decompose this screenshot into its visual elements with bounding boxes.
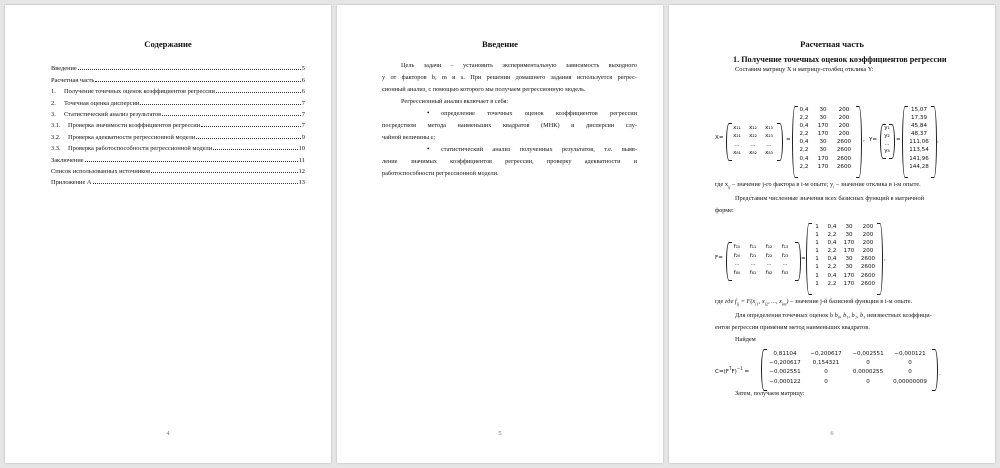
vector-cell: y₁ bbox=[884, 125, 890, 131]
matrix-cell: −0,200617 bbox=[769, 360, 801, 367]
vector-cell: 45,84 bbox=[910, 123, 927, 130]
toc-entry[interactable] bbox=[51, 152, 305, 163]
bracket bbox=[777, 123, 783, 161]
paragraph-line: форме: bbox=[715, 207, 734, 214]
matrix-cell: 0,4 bbox=[799, 123, 809, 130]
toc-dot-leader bbox=[85, 161, 298, 162]
toc-entry-number: 3. bbox=[51, 110, 56, 118]
matrix-cell: f₁₁ bbox=[749, 244, 757, 250]
matrix-cell: 30 bbox=[845, 232, 853, 239]
list-item-line: определение точечных оценок коэффициентов регрессии bbox=[441, 110, 637, 117]
matrix-cell: x₂₂ bbox=[749, 133, 757, 140]
matrix-cell: x₂₃ bbox=[765, 133, 773, 140]
matrix-cell: 1 bbox=[815, 264, 819, 271]
toc-entry[interactable] bbox=[51, 175, 305, 186]
toc-entry-number: 2. bbox=[51, 99, 56, 107]
toc-entry-page: 10 bbox=[298, 145, 305, 153]
matrix-cell: 170 bbox=[843, 272, 855, 279]
toc-entry-page: 12 bbox=[298, 167, 305, 175]
matrix-cell: 0,4 bbox=[827, 272, 837, 279]
toc-entry[interactable] bbox=[51, 118, 305, 129]
paragraph-line: Представим численные значения всех базисных функций в матричной bbox=[735, 195, 925, 202]
matrix-cell: f₂₃ bbox=[781, 252, 789, 259]
matrix-column bbox=[777, 243, 793, 277]
matrix-cell: x₂₁ bbox=[733, 133, 741, 140]
matrix-cell: 0 bbox=[866, 360, 870, 367]
matrix-cell: 200 bbox=[862, 248, 874, 255]
page-calculation bbox=[669, 5, 995, 463]
toc-entry-title: Проверка адекватности регрессионной модели bbox=[68, 133, 196, 141]
toc-entry-page: 5 bbox=[301, 65, 305, 73]
page-introduction bbox=[337, 5, 663, 463]
toc-entry[interactable] bbox=[51, 95, 305, 106]
matrix-cell: 1 bbox=[815, 224, 819, 230]
page-number: 5 bbox=[498, 430, 502, 437]
toc-entry-page: 7 bbox=[301, 99, 305, 107]
matrix-cell: 2600 bbox=[836, 155, 852, 162]
matrix-column bbox=[833, 106, 855, 171]
matrix-cell: −0,000122 bbox=[769, 378, 801, 385]
matrix-cell: 0 bbox=[908, 369, 912, 376]
matrix-cell: 2600 bbox=[860, 264, 876, 271]
matrix-cell: 1 bbox=[815, 248, 819, 255]
toc-entry-page: 7 bbox=[301, 122, 305, 130]
matrix-cell: 170 bbox=[817, 123, 829, 130]
matrix-cell: f₈₁ bbox=[749, 269, 757, 276]
matrix-cell: 0,4 bbox=[827, 256, 837, 263]
matrix-cell: 0,4 bbox=[799, 155, 809, 162]
matrix-column bbox=[745, 124, 761, 158]
matrix-cell: 2600 bbox=[860, 272, 876, 279]
paragraph-line: Найдем bbox=[735, 336, 756, 343]
matrix-cell: 1 bbox=[815, 256, 819, 263]
toc-dot-leader bbox=[201, 126, 301, 127]
matrix-cell: f₂₀ bbox=[733, 252, 741, 259]
matrix-cell: x₈₁ bbox=[733, 150, 741, 157]
matrix-column bbox=[729, 124, 745, 158]
matrix-cell: ... bbox=[750, 261, 756, 268]
matrix-cell: 30 bbox=[845, 264, 853, 271]
matrix-cell: 200 bbox=[862, 232, 874, 239]
toc-entry[interactable] bbox=[51, 61, 305, 72]
matrix-cell: 1 bbox=[815, 240, 819, 247]
toc-entry[interactable] bbox=[51, 107, 305, 118]
matrix-cell: −0,200617 bbox=[810, 351, 842, 357]
matrix-cell: 30 bbox=[845, 256, 853, 263]
page-table-of-contents bbox=[5, 5, 331, 463]
matrix-cell: 200 bbox=[862, 240, 874, 247]
matrix-cell: ... bbox=[782, 261, 788, 268]
matrix-cell: f₈₂ bbox=[765, 269, 773, 276]
matrix-column bbox=[858, 223, 878, 288]
matrix-cell: f₁₂ bbox=[765, 244, 773, 250]
matrix-cell: 2600 bbox=[836, 147, 852, 154]
matrix-cell: 2,2 bbox=[827, 280, 837, 287]
matrix-column bbox=[824, 223, 840, 288]
toc-entry-number: 3.1. bbox=[51, 122, 61, 130]
toc-dot-leader bbox=[93, 183, 298, 184]
paragraph-line: Для определения точечных оценок b b₀, b₁, b₂, b₃ неизвестных коэффици- bbox=[735, 312, 932, 319]
matrix-cell: 0 bbox=[908, 360, 912, 367]
matrix-cell: 2,2 bbox=[827, 232, 837, 239]
matrix-column bbox=[745, 243, 761, 277]
toc-entry-page: 6 bbox=[301, 88, 305, 96]
toc-entry-title: Проверка значимости коэффициентов регрессии bbox=[68, 122, 201, 130]
list-item-line: посредством метода наименьших квадратов (МНК) и дисперсии слу- bbox=[382, 122, 637, 129]
matrix-cell: 0,4 bbox=[827, 240, 837, 247]
matrix-cell: 2,2 bbox=[799, 115, 809, 122]
paragraph-line: Составим матрицу X и матрицу-столбец отклика Y: bbox=[735, 66, 874, 73]
toc-dot-leader bbox=[151, 172, 297, 173]
matrix-cell: f₂₁ bbox=[749, 252, 757, 259]
vector-cell: 48,37 bbox=[910, 131, 927, 138]
toc-entry[interactable] bbox=[51, 164, 305, 175]
matrix-cell: 0,154321 bbox=[812, 360, 840, 367]
matrix-cell: 0,4 bbox=[799, 139, 809, 146]
matrix-column bbox=[813, 106, 833, 171]
matrix-cell: 2600 bbox=[836, 163, 852, 170]
matrix-cell: f₁₀ bbox=[733, 244, 741, 250]
period: . bbox=[939, 371, 941, 377]
vector-cell: 113,54 bbox=[909, 147, 929, 154]
bracket bbox=[889, 124, 895, 159]
toc-dot-leader bbox=[95, 81, 300, 82]
toc-dot-leader bbox=[213, 149, 297, 150]
matrix-cell: 170 bbox=[817, 131, 829, 138]
matrix-cell: 170 bbox=[817, 163, 829, 170]
vector-cell: y₂ bbox=[884, 132, 890, 139]
toc-entry-title: Список использованных источников bbox=[51, 167, 151, 175]
toc-entry-page: 6 bbox=[301, 76, 305, 84]
paragraph-line: ентов регрессии применим метод наименьших квадратов. bbox=[715, 324, 870, 331]
matrix-cell: 2,2 bbox=[827, 248, 837, 255]
list-item-line: чайной величины ε; bbox=[382, 134, 436, 141]
vector-cell: 141,96 bbox=[909, 155, 929, 162]
toc-entry-title: Проверка работоспособности регрессионной модели bbox=[68, 145, 213, 153]
matrix-cell: 1 bbox=[815, 232, 819, 239]
matrix-cell: 170 bbox=[843, 248, 855, 255]
matrix-column bbox=[805, 350, 847, 387]
matrix-column bbox=[795, 106, 813, 171]
matrix-cell: 200 bbox=[838, 107, 850, 113]
list-item-line: работоспособности регрессионной модели. bbox=[382, 170, 499, 177]
toc-entry-page: 7 bbox=[301, 110, 305, 118]
matrix-cell: f₈₃ bbox=[781, 269, 789, 276]
comma: , bbox=[884, 256, 886, 262]
toc-dot-leader bbox=[196, 138, 301, 139]
toc-entry-number: 1. bbox=[51, 88, 56, 96]
toc-dot-leader bbox=[162, 115, 301, 116]
table-of-contents bbox=[51, 61, 305, 186]
paragraph-line: сионный анализ, с помощью которого мы получаем регрессионную модель. bbox=[382, 86, 586, 93]
vector-column bbox=[906, 106, 932, 171]
matrix-cell: 30 bbox=[819, 115, 827, 122]
matrix-cell: −0,000121 bbox=[894, 351, 926, 357]
matrix-cell: 2600 bbox=[860, 256, 876, 263]
page-title: Содержание bbox=[144, 39, 192, 49]
matrix-cell: 170 bbox=[843, 280, 855, 287]
paragraph-line: где $x_{ij}$ – значение j-го фактора в i-м опыте; $y_i$ – значение отклика в i-м опыте. bbox=[715, 181, 921, 190]
toc-dot-leader bbox=[78, 69, 301, 70]
matrix-cell: 30 bbox=[819, 107, 827, 113]
toc-entry-title: Расчетная часть bbox=[51, 76, 95, 84]
c-label: $C=(F^TF)^{-1}$ = bbox=[715, 366, 750, 375]
toc-entry-page: 11 bbox=[298, 156, 305, 164]
matrix-cell: 2,2 bbox=[799, 131, 809, 138]
matrix-cell: 30 bbox=[845, 224, 853, 230]
vector-cell: y₈ bbox=[884, 148, 890, 155]
matrix-cell: x₁₃ bbox=[765, 125, 773, 131]
matrix-column bbox=[761, 124, 777, 158]
matrix-column bbox=[761, 243, 777, 277]
toc-entry-title: Точечная оценка дисперсии bbox=[64, 99, 140, 107]
matrix-cell: 2,2 bbox=[799, 163, 809, 170]
matrix-cell: x₈₂ bbox=[749, 150, 757, 157]
comma: , bbox=[937, 138, 939, 144]
vector-cell: ... bbox=[884, 140, 890, 147]
toc-entry-page: 9 bbox=[301, 133, 305, 141]
equals-sign: = bbox=[786, 137, 791, 143]
vector-cell: 111,06 bbox=[909, 139, 929, 146]
paragraph-line: y от факторов b, m и s. При решении домашнего задания используется регрес- bbox=[382, 74, 637, 81]
matrix-cell: 0 bbox=[824, 378, 828, 385]
vector-cell: 17,39 bbox=[910, 115, 927, 122]
matrix-cell: 0,0000255 bbox=[852, 369, 884, 376]
toc-entry[interactable] bbox=[51, 72, 305, 83]
matrix-cell: 1 bbox=[815, 272, 819, 279]
list-item-line: ление значимых коэффициентов регрессии, проверку адекватности и bbox=[382, 158, 637, 165]
matrix-cell: 30 bbox=[819, 139, 827, 146]
matrix-cell: ... bbox=[734, 261, 740, 268]
toc-entry-page: 13 bbox=[298, 179, 305, 187]
matrix-cell: f₈₀ bbox=[733, 269, 741, 276]
page-number: 4 bbox=[166, 430, 170, 437]
section-heading: 1. Получение точечных оценок коэффициентов регрессии bbox=[733, 55, 947, 64]
bullet-icon: • bbox=[427, 145, 430, 153]
toc-entry-title: Приложение А bbox=[51, 179, 92, 187]
equals-sign: = bbox=[896, 137, 901, 143]
matrix-column bbox=[729, 243, 745, 277]
matrix-cell: 30 bbox=[819, 147, 827, 154]
matrix-cell: f₁₃ bbox=[781, 244, 789, 250]
paragraph-line: Затем, получаем матрицу: bbox=[735, 390, 805, 397]
matrix-column bbox=[810, 223, 824, 288]
matrix-cell: 170 bbox=[843, 240, 855, 247]
vector-cell: 15,07 bbox=[910, 107, 927, 113]
bracket bbox=[856, 106, 862, 178]
toc-entry[interactable] bbox=[51, 84, 305, 95]
toc-dot-leader bbox=[216, 92, 301, 93]
matrix-column bbox=[765, 350, 805, 387]
matrix-cell: x₁₂ bbox=[749, 125, 757, 131]
matrix-cell: 2600 bbox=[860, 280, 876, 287]
matrix-column bbox=[847, 350, 889, 387]
matrix-cell: 1 bbox=[815, 280, 819, 287]
matrix-cell: −0,002551 bbox=[852, 351, 884, 357]
paragraph-line: Регрессионный анализ включает в себя: bbox=[401, 98, 509, 105]
matrix-column bbox=[889, 350, 931, 387]
toc-entry-number: 3.3. bbox=[51, 145, 61, 153]
toc-entry-title: Введение bbox=[51, 65, 77, 73]
matrix-cell: x₁₁ bbox=[733, 125, 741, 131]
bracket bbox=[932, 349, 938, 391]
toc-entry-title: Заключение bbox=[51, 156, 84, 164]
matrix-cell: 200 bbox=[838, 123, 850, 130]
matrix-cell: 0 bbox=[866, 378, 870, 385]
matrix-cell: x₈₃ bbox=[765, 150, 773, 157]
matrix-cell: ... bbox=[766, 141, 772, 148]
matrix-cell: 0,4 bbox=[827, 224, 837, 230]
matrix-column bbox=[840, 223, 858, 288]
page-title: Расчетная часть bbox=[800, 39, 864, 49]
comma: , bbox=[863, 137, 865, 143]
y-label: Y= bbox=[869, 137, 878, 143]
toc-dot-leader bbox=[140, 104, 300, 105]
matrix-cell: 2,2 bbox=[827, 264, 837, 271]
matrix-cell: 170 bbox=[817, 155, 829, 162]
page-number: 6 bbox=[830, 430, 834, 437]
matrix-cell: 0,4 bbox=[799, 107, 809, 113]
bracket bbox=[877, 223, 883, 295]
matrix-cell: 200 bbox=[862, 224, 874, 230]
matrix-cell: 2,2 bbox=[799, 147, 809, 154]
vector-cell: 144,28 bbox=[909, 163, 929, 170]
f-label: F= bbox=[715, 255, 723, 261]
x-label: X= bbox=[715, 135, 724, 141]
bullet-icon: • bbox=[427, 109, 430, 117]
equals-sign: = bbox=[801, 256, 806, 262]
toc-entry-title: Статистический анализ результатов bbox=[64, 110, 162, 118]
matrix-cell: −0,002551 bbox=[769, 369, 801, 376]
matrix-cell: 0 bbox=[824, 369, 828, 376]
paragraph-line: Цель задачи – установить экспериментальную зависимость выходного bbox=[401, 62, 637, 69]
matrix-cell: 2600 bbox=[836, 139, 852, 146]
list-item-line: статистический анализ полученных результатов, т.е. выяв- bbox=[441, 146, 637, 153]
matrix-cell: ... bbox=[750, 141, 756, 148]
toc-entry[interactable] bbox=[51, 141, 305, 152]
matrix-cell: f₂₂ bbox=[765, 252, 773, 259]
matrix-cell: ... bbox=[766, 261, 772, 268]
matrix-cell: 200 bbox=[838, 115, 850, 122]
toc-entry-number: 3.2. bbox=[51, 133, 61, 141]
matrix-cell: ... bbox=[734, 141, 740, 148]
page-title: Введение bbox=[482, 39, 518, 49]
matrix-cell: 0,00000009 bbox=[893, 378, 927, 385]
toc-entry-title: Получение точечных оценок коэффициентов регрессии bbox=[64, 88, 215, 96]
paragraph-line: где где $f_{ij} = F(x_{i1}$, $x_{i2}$, ..., $x_{im}$) – значение j-й базисной функции в i-м опыте. bbox=[715, 298, 913, 307]
matrix-cell: 200 bbox=[838, 131, 850, 138]
matrix-cell: 0,81104 bbox=[773, 351, 797, 357]
toc-entry[interactable] bbox=[51, 129, 305, 140]
